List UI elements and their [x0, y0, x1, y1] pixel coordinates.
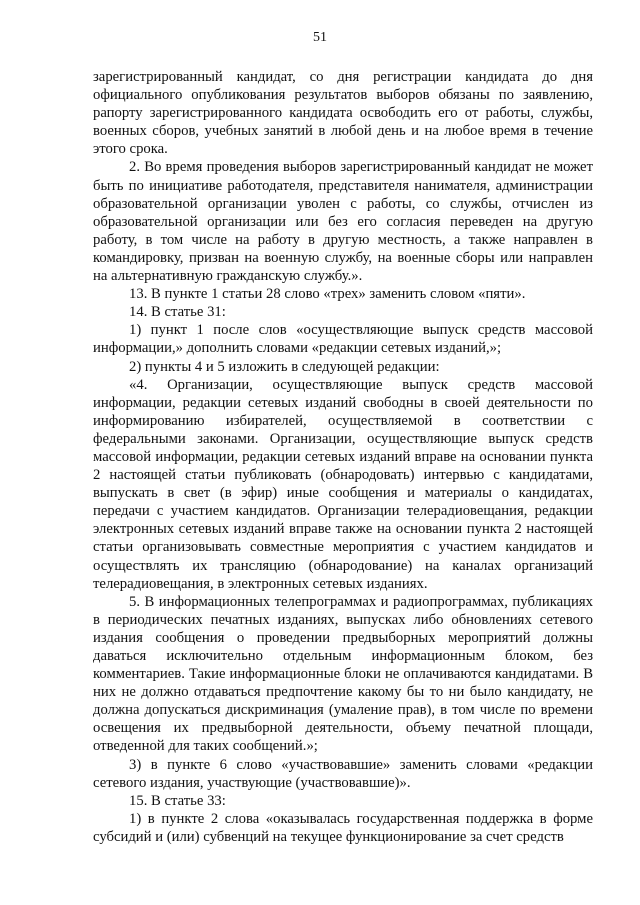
paragraph: 3) в пункте 6 слово «участвовавшие» заменить словами «редакции сетевого издания, участвующие (участвовавшие)».: [93, 756, 593, 791]
paragraph: 2. Во время проведения выборов зарегистрированный кандидат не может быть по инициативе работодателя, представителя нанимателя, администрации образовательной организации уволен с работы, со службы, отчислен из образовательной организации или без его согласия переведен на другую работу, в том числе на работу в другую местность, а также направлен в командировку, призван на военную службу, на военные сборы или направлен на альтернативную гражданскую службу.».: [93, 159, 593, 285]
paragraph: 1) в пункте 2 слова «оказывалась государственная поддержка в форме субсидий и (или) субвенций на текущее функционирование за счет средств: [93, 810, 593, 845]
paragraph: 1) пункт 1 после слов «осуществляющие выпуск средств массовой информации,» дополнить словами «редакции сетевых изданий,»;: [93, 322, 593, 357]
page-number: 51: [313, 30, 327, 45]
document-body: [93, 68, 593, 846]
paragraph: 2) пункты 4 и 5 изложить в следующей редакции:: [129, 358, 440, 375]
paragraph: 13. В пункте 1 статьи 28 слово «трех» заменить словом «пяти».: [129, 286, 526, 303]
paragraph: 5. В информационных телепрограммах и радиопрограммах, публикациях в периодических печатных изданиях, выпусках либо обновлениях сетевого издания сообщения о проведении предвыборных мероприятий должны даваться исключительно отдельным информационным блоком, без комментариев. Такие информационные блоки не оплачиваются кандидатами. В них не должно отдаваться предпочтение какому бы то ни было кандидату, не должна допускаться дискриминация (умаление прав), в том числе по времени освещения их предвыборной деятельности, объему печатной площади, отведенной для таких сообщений.»;: [93, 593, 593, 755]
paragraph-continuation: зарегистрированный кандидат, со дня регистрации кандидата до дня официального опубликования результатов выборов обязаны по заявлению, рапорту зарегистрированного кандидата освободить его от работы, службы, военных сборов, учебных занятий в любой день и на любое время в течение этого срока.: [93, 69, 593, 158]
paragraph: 14. В статье 31:: [129, 304, 226, 321]
paragraph: «4. Организации, осуществляющие выпуск средств массовой информации, редакции сетевых изданий свободны в своей деятельности по информированию избирателей, осуществляемой в соответствии с федеральными законами. Организации, осуществляющие выпуск средств массовой информации, редакции сетевых изданий вправе на основании пункта 2 настоящей статьи публиковать (обнародовать) интервью с кандидатами, выпускать в свет (в эфир) иные сообщения и материалы о кандидатах, передачи с участием кандидатов. Организации телерадиовещания, редакции электронных сетевых изданий вправе также на основании пункта 2 настоящей статьи организовывать совместные мероприятия с участием кандидатов и осуществлять их трансляцию (обнародование) на каналах организаций телерадиовещания, в электронных сетевых изданиях.: [93, 376, 593, 592]
paragraph: 15. В статье 33:: [129, 792, 226, 809]
